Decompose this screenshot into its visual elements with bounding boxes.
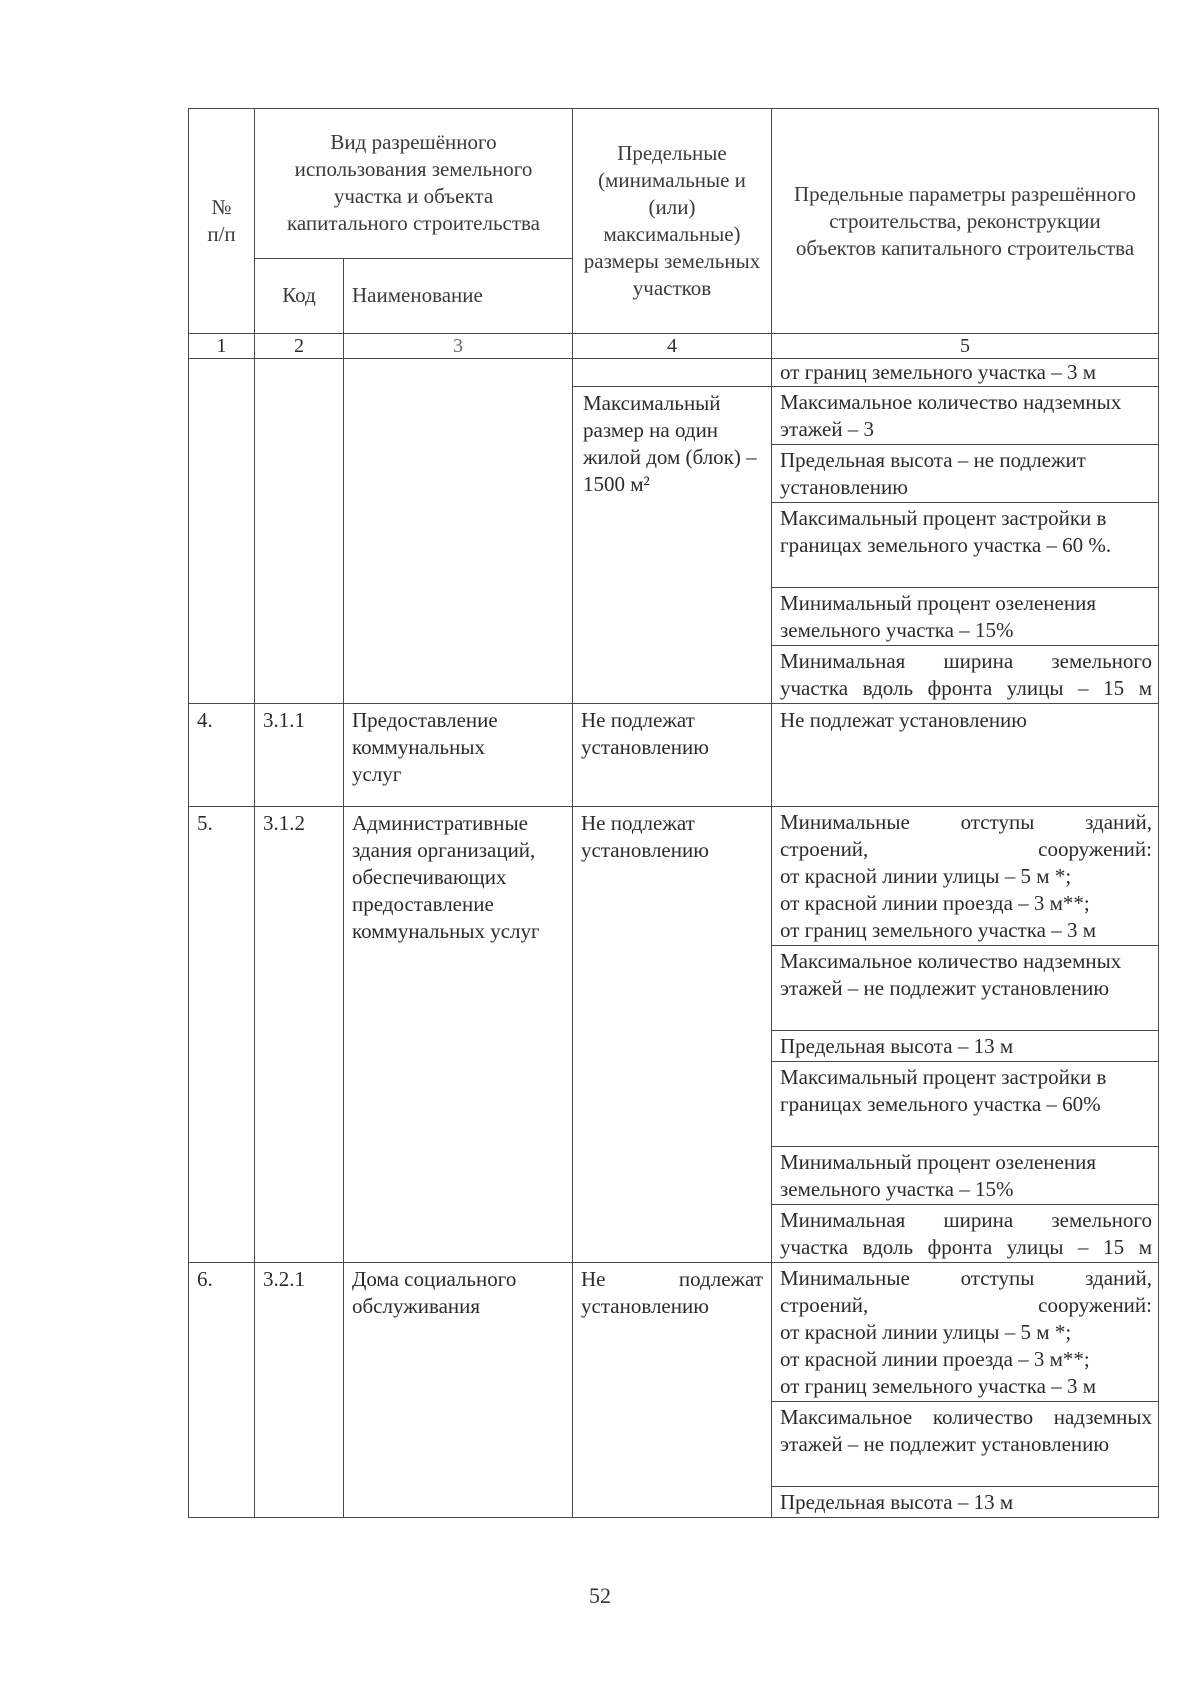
param-line: от красной линии проезда – 3 м**;	[780, 891, 1090, 915]
table-row	[189, 807, 1159, 1263]
param-group	[772, 1263, 1158, 1402]
param-item: Минимальный процент озеленения земельного участка – 15%	[772, 1147, 1158, 1205]
cell-kod: 3.2.1	[255, 1263, 344, 1518]
cell-razmer: Не подлежат установлению	[573, 704, 772, 807]
param-item: Максимальный процент застройки в границах земельного участка – 60 %.	[772, 503, 1158, 588]
param-line: от красной линии проезда – 3 м**;	[780, 1347, 1090, 1371]
page-number: 52	[589, 1583, 611, 1608]
param-item: Минимальная ширина земельного участка вдоль фронта улицы – 15 м	[780, 1208, 1152, 1259]
header-kod: Код	[255, 258, 344, 333]
param-item: Максимальное количество надземных этажей – не подлежит установлению	[772, 1402, 1158, 1487]
param-item: Предельная высота – не подлежит установлению	[772, 445, 1158, 503]
param-item: Максимальный процент застройки в границах земельного участка – 60%	[772, 1062, 1158, 1147]
param-line: от красной линии улицы – 5 м *;	[780, 1320, 1072, 1344]
header-razmery: Предельные (минимальные и (или) максимальные) размеры земельных участков	[573, 109, 772, 334]
param-line: Минимальные отступы зданий, строений, сооружений:	[780, 810, 1152, 861]
param-item: Предельная высота – 13 м	[780, 1490, 1014, 1514]
header-naim: Наименование	[344, 258, 573, 333]
table-row	[189, 704, 1159, 807]
cell-naim	[344, 359, 573, 704]
param-line: Минимальные отступы зданий, строений, сооружений:	[780, 1266, 1152, 1317]
header-parametry: Предельные параметры разрешённого строительства, реконструкции объектов капитального строительства	[772, 109, 1159, 334]
cell-naim: Административные здания организаций, обеспечивающих предоставление коммунальных услуг	[344, 807, 573, 1263]
cell-num: 4.	[189, 704, 255, 807]
cell-razmer: Не подлежат установлению	[573, 807, 772, 1263]
header-vid: Вид разрешённого использования земельного участка и объекта капитального строительства	[255, 109, 573, 259]
cell-razmer: Максимальный размер на один жилой дом (блок) – 1500 м²	[573, 387, 772, 704]
col-number: 1	[189, 334, 255, 359]
cell-num: 5.	[189, 807, 255, 1263]
table-row-continuation	[189, 359, 1159, 387]
param-group	[772, 807, 1158, 946]
param-line: от границ земельного участка – 3 м	[780, 1374, 1097, 1398]
cell-param: Не подлежат установлению	[772, 704, 1159, 807]
param-item: Минимальный процент озеленения земельного участка – 15%	[772, 588, 1158, 646]
col-number: 4	[573, 334, 772, 359]
cell-razmer: Не подлежат установлению	[573, 1263, 772, 1518]
cell-num: 6.	[189, 1263, 255, 1518]
param-item: Предельная высота – 13 м	[772, 1031, 1158, 1062]
column-number-row	[189, 334, 1159, 359]
cell-kod	[255, 359, 344, 704]
cell-num	[189, 359, 255, 704]
cell-param: от границ земельного участка – 3 м	[772, 359, 1159, 387]
cell-naim: Дома социального обслуживания	[344, 1263, 573, 1518]
param-item: Максимальное количество надземных этажей – не подлежит установлению	[772, 946, 1158, 1031]
header-num: № п/п	[189, 109, 255, 334]
cell-naim: Предоставление коммунальных услуг	[344, 704, 573, 807]
cell-kod: 3.1.1	[255, 704, 344, 807]
cell-params	[772, 1263, 1159, 1518]
cell-params	[772, 387, 1159, 704]
col-number: 3	[344, 334, 573, 359]
cell-razmer-empty	[573, 359, 772, 387]
param-item: Максимальное количество надземных этажей – 3	[772, 387, 1158, 445]
table-row	[189, 1263, 1159, 1518]
cell-params	[772, 807, 1159, 1263]
zoning-parameters-table	[188, 108, 1159, 1518]
table-header-row	[189, 109, 1159, 259]
param-line: от красной линии улицы – 5 м *;	[780, 864, 1072, 888]
cell-kod: 3.1.2	[255, 807, 344, 1263]
param-line: от границ земельного участка – 3 м	[780, 918, 1097, 942]
col-number: 5	[772, 334, 1159, 359]
col-number: 2	[255, 334, 344, 359]
param-item: Минимальная ширина земельного участка вдоль фронта улицы – 15 м	[780, 649, 1152, 700]
